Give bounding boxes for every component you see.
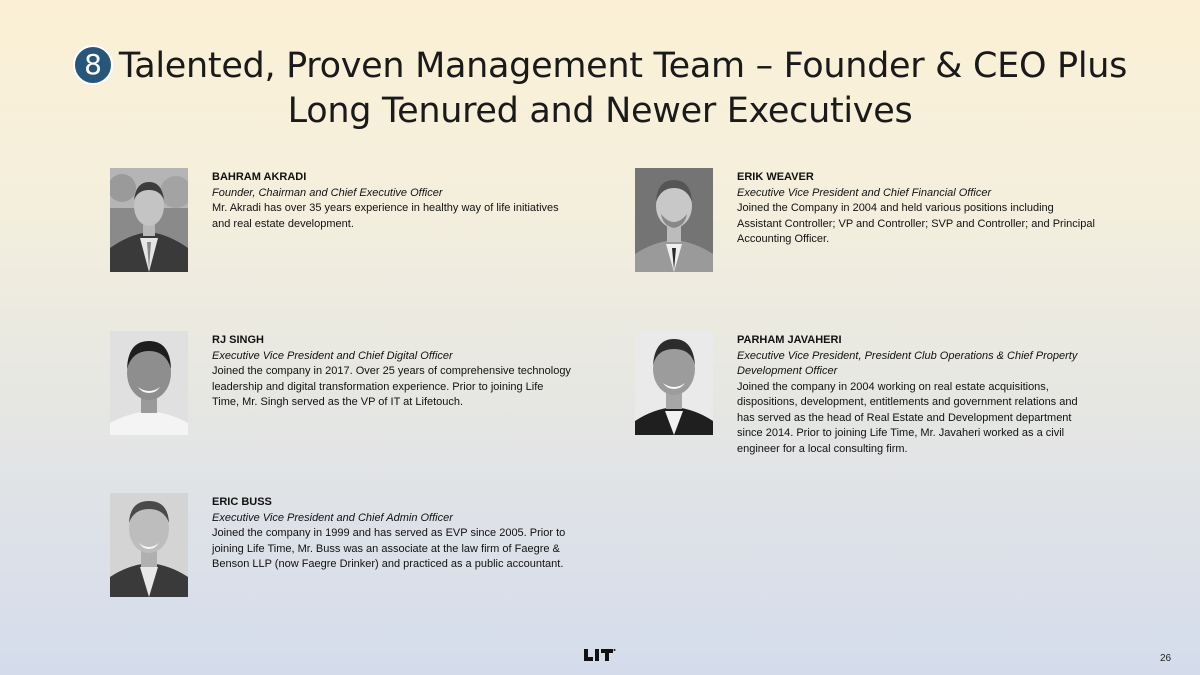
executive-bio: Mr. Akradi has over 35 years experience in healthy way of life initiatives and real estate development. <box>212 202 559 230</box>
executive-photo <box>110 168 188 272</box>
title-line-2: Long Tenured and Newer Executives <box>287 91 913 131</box>
executive-role: Executive Vice President and Chief Financial Officer <box>737 186 992 199</box>
executive-role: Founder, Chairman and Chief Executive Officer <box>212 186 443 199</box>
page-number: 26 <box>1160 653 1172 664</box>
slide-title <box>0 44 1200 134</box>
executive-photo <box>110 331 188 435</box>
executive-name: ERIC BUSS <box>212 496 272 508</box>
number-badge: 8 <box>73 45 113 85</box>
executive-photo <box>635 331 713 435</box>
executive-bio: Joined the company in 2004 working on real estate acquisitions, dispositions, development, entitlements and government relations and has served as the head of Real Estate and Development department since 2014. Prior to joining Life Time, Mr. Javaheri worked as a civil engineer for a local consulting firm. <box>737 380 1078 455</box>
executive-role: Executive Vice President, President Club Operations & Chief Property Development Officer <box>737 349 1078 377</box>
executive-name: RJ SINGH <box>212 334 264 346</box>
title-text-1: Talented, Proven Management Team – Founder & CEO Plus <box>118 46 1128 86</box>
title-line-1 <box>0 44 1200 89</box>
executive-bio: Joined the company in 1999 and has served as EVP since 2005. Prior to joining Life Time, Mr. Buss was an associate at the law firm of Faegre & Benson LLP (now Faegre Drinker) and practiced as a public accountant. <box>212 527 566 570</box>
executive-photo <box>635 168 713 272</box>
executive-role: Executive Vice President and Chief Admin Officer <box>212 511 453 524</box>
executive-role: Executive Vice President and Chief Digital Officer <box>212 349 453 362</box>
company-logo-icon <box>584 648 616 662</box>
executive-photo <box>110 493 188 597</box>
executive-bio: Joined the company in 2017. Over 25 years of comprehensive technology leadership and digital transformation experience. Prior to joining Life Time, Mr. Singh served as the VP of IT at Lifetouch. <box>212 365 571 408</box>
executive-bio: Joined the Company in 2004 and held various positions including Assistant Controller; VP and Controller; SVP and Controller; and Principal Accounting Officer. <box>737 202 1095 245</box>
executive-name: BAHRAM AKRADI <box>212 171 307 183</box>
executive-name: PARHAM JAVAHERI <box>737 334 842 346</box>
executive-name: ERIK WEAVER <box>737 171 814 183</box>
